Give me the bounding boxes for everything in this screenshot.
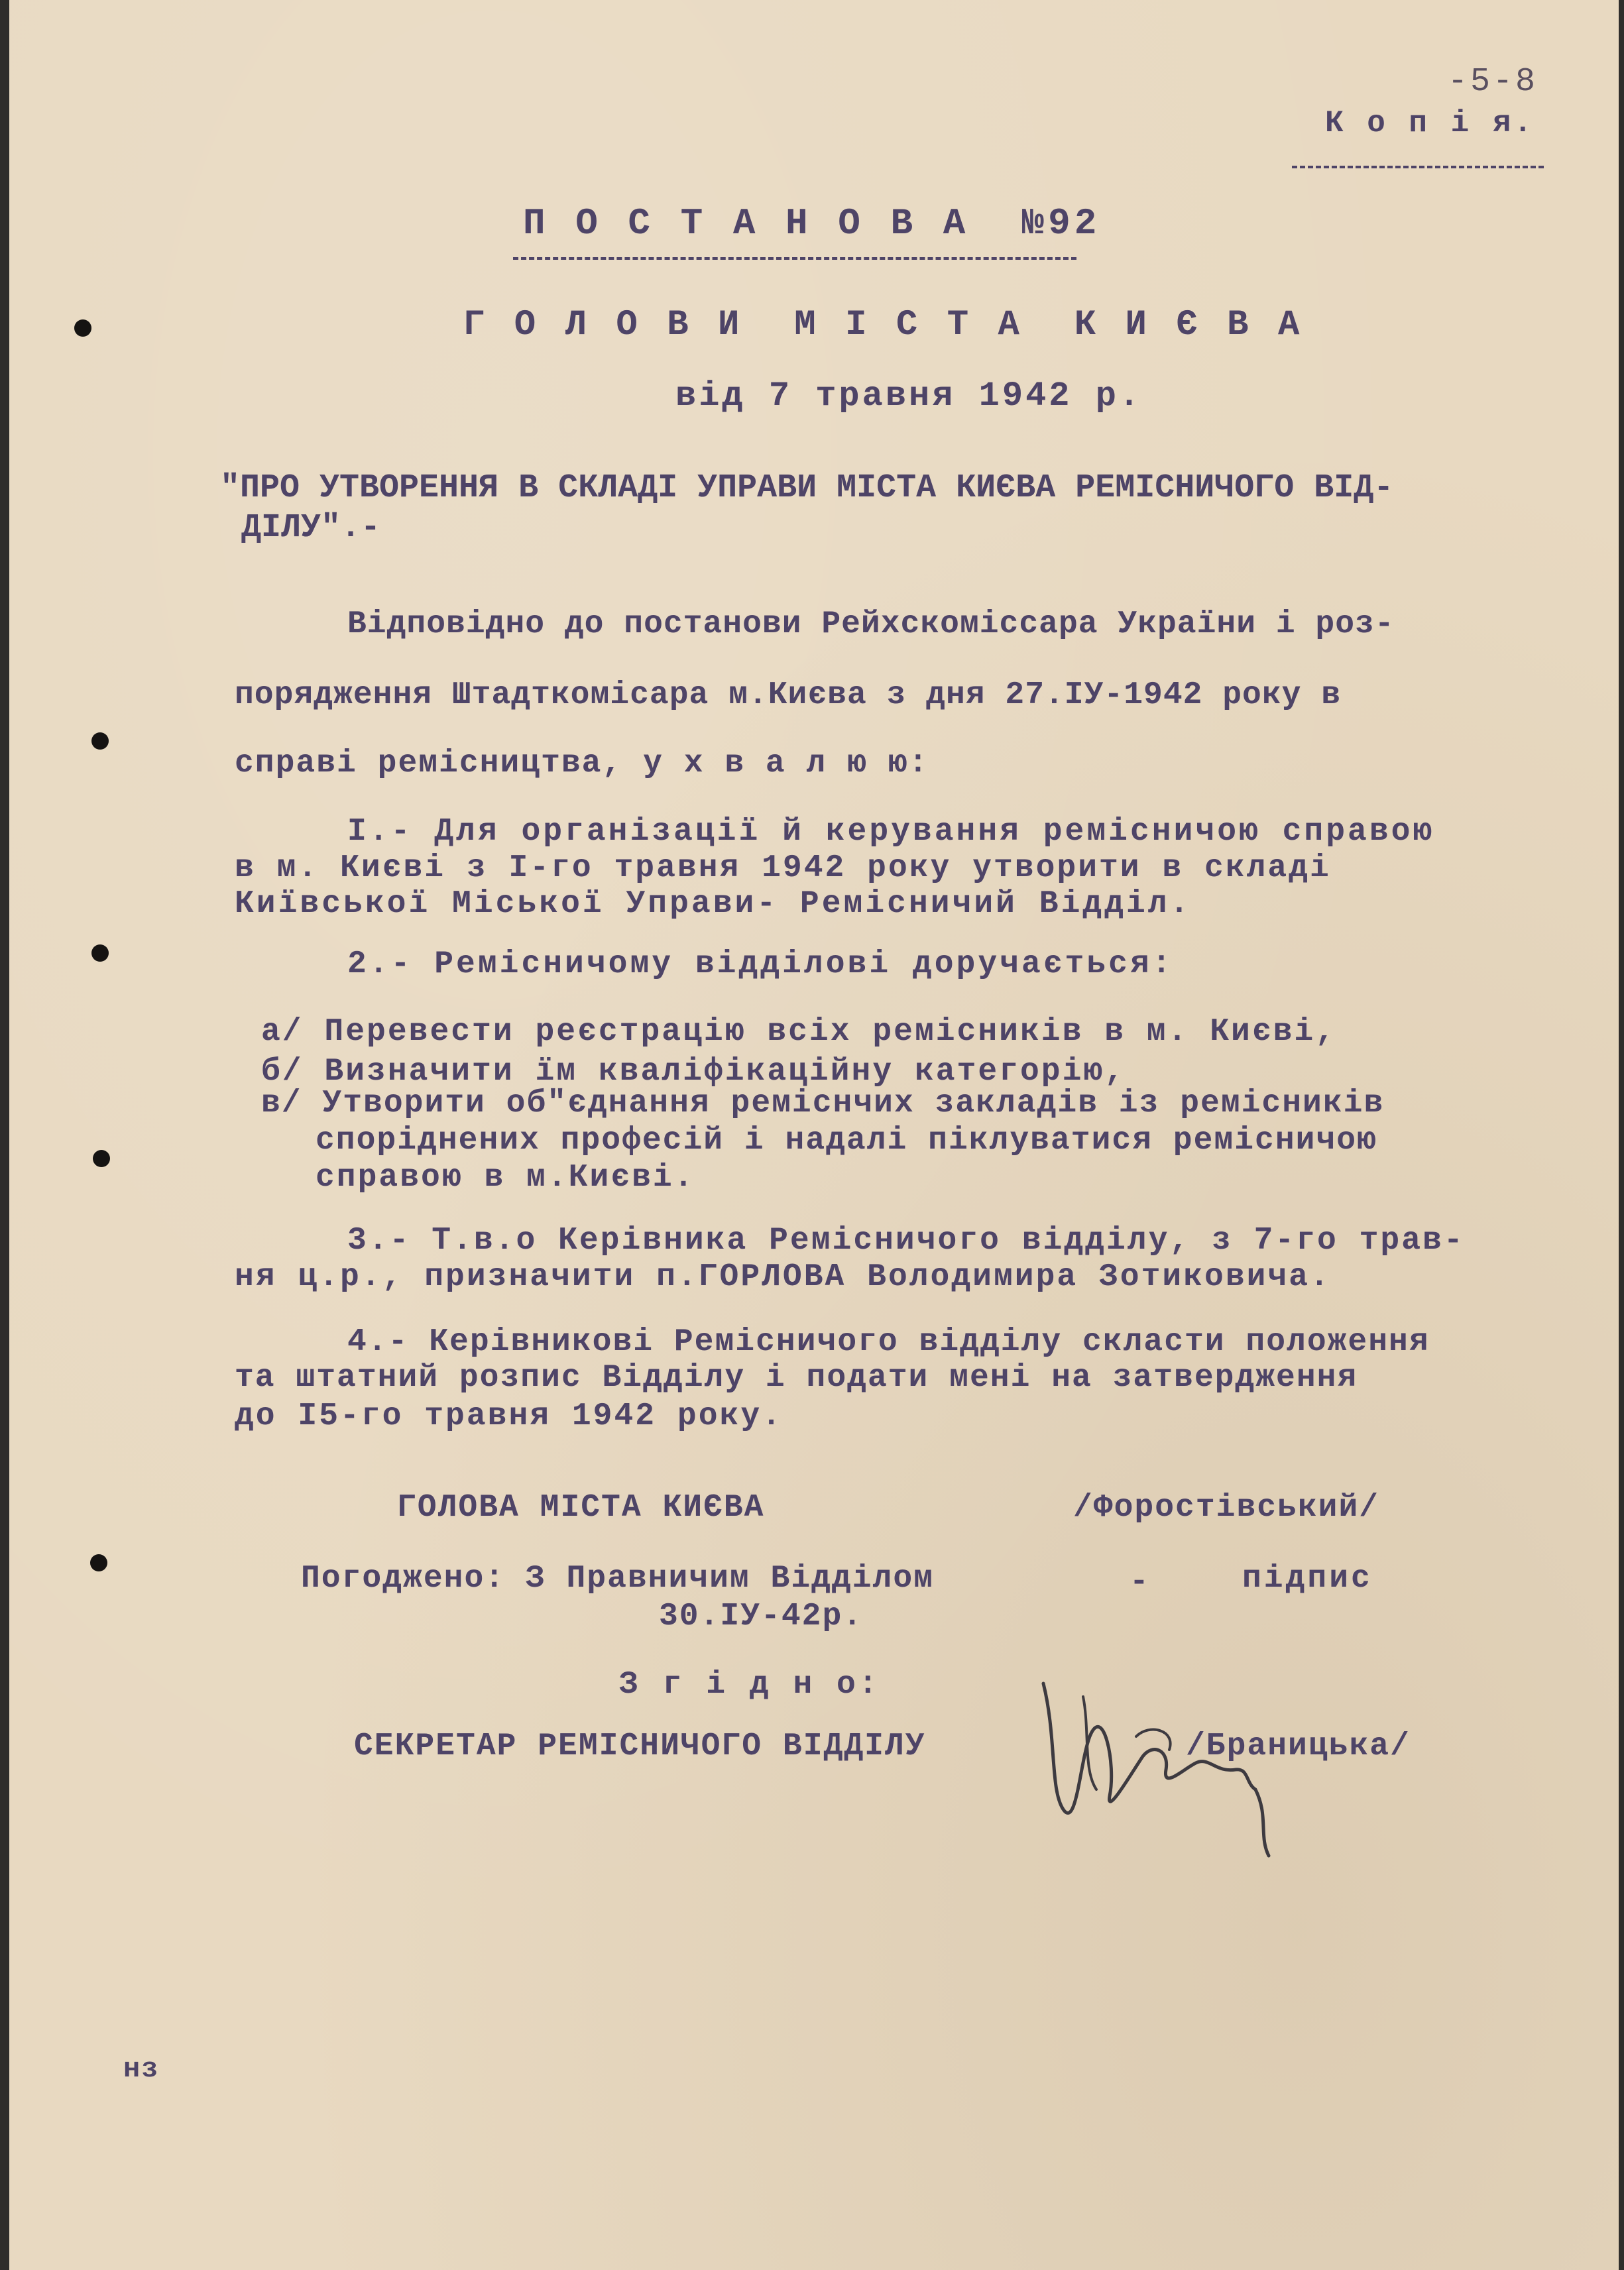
page-numbers: -5-8 [1448,63,1538,101]
footer-mark: нз [123,2053,160,2085]
point-4-line-1: 4.- Керівникові Ремісничого відділу скласти положення [347,1324,1430,1360]
copy-mark-underline [1292,166,1544,168]
copy-mark: К о п і я. [1325,106,1535,141]
point-2-item-v-line-1: в/ Утворити об"єднання реміснчих закладів із ремісників [261,1086,1385,1121]
head-name: /Форостівський/ [1073,1490,1380,1526]
agreed-line: Погоджено: З Правничим Відділом [301,1561,934,1597]
correct-label: З г і д н о: [619,1667,880,1703]
binder-hole-lower [93,1150,110,1167]
subject-line-1: "ПРО УТВОРЕННЯ В СКЛАДІ УПРАВИ МІСТА КИЄВА РЕМІСНИЧОГО ВІД- [220,469,1394,507]
point-1-line-1: І.- Для організації й керування ремісничою справою [347,814,1435,850]
handwritten-signature [1017,1657,1295,1869]
point-2-item-v-line-3: справою в м.Києві. [316,1160,695,1196]
secretary-name: /Браницька/ [1186,1729,1411,1764]
point-1-line-3: Київської Міської Управи- Ремісничий Відділ. [235,886,1192,922]
preamble-line-3: справі ремісництва, у х в а л ю ю: [235,746,929,781]
document-title: П О С Т А Н О В А №92 [523,202,1101,245]
point-3-line-1: 3.- Т.в.о Керівника Ремісничого відділу, з 7-го трав- [347,1223,1465,1259]
point-4-line-2: та штатний розпис Відділу і подати мені на затвердження [235,1360,1358,1396]
title-underline [513,257,1076,260]
point-3-line-2: ня ц.р., призначити п.ГОРЛОВА Володимира Зотиковича. [235,1259,1331,1295]
document-sheet [9,0,1619,2270]
binder-hole-middle [91,944,109,962]
point-4-line-3: до І5-го травня 1942 року. [235,1398,783,1434]
point-1-line-2: в м. Києві з І-го травня 1942 року утворити в складі [235,850,1331,886]
binder-hole-bottom [90,1554,107,1571]
head-title: ГОЛОВА МІСТА КИЄВА [397,1490,765,1526]
binder-hole-top [74,319,91,337]
point-2-line-1: 2.- Ремісничому відділові доручається: [347,946,1174,982]
binder-hole-upper [91,732,109,750]
subject-line-2: ДІЛУ".- [241,509,381,547]
point-2-item-a: а/ Перевести реєстрацію всіх ремісників в м. Києві, [261,1014,1337,1050]
secretary-title: СЕКРЕТАР РЕМІСНИЧОГО ВІДДІЛУ [354,1729,926,1764]
point-2-item-v-line-2: споріднених професій і надалі піклуватися ремісничою [316,1123,1377,1159]
preamble-line-2: порядження Штадткомісара м.Києва з дня 27.ІУ-1942 року в [235,677,1342,713]
document-subtitle: Г О Л О В И М І С Т А К И Є В А [463,305,1304,345]
agreed-date: 30.ІУ-42р. [659,1599,864,1634]
preamble-line-1: Відповідно до постанови Рейхскоміссара України і роз- [347,606,1395,642]
agreed-signature-note: підпис [1242,1561,1373,1597]
point-2-item-b: б/ Визначити їм кваліфікаційну категорію, [261,1054,1126,1090]
document-date: від 7 травня 1942 р. [675,376,1143,416]
agreed-dash: - [1130,1564,1151,1600]
